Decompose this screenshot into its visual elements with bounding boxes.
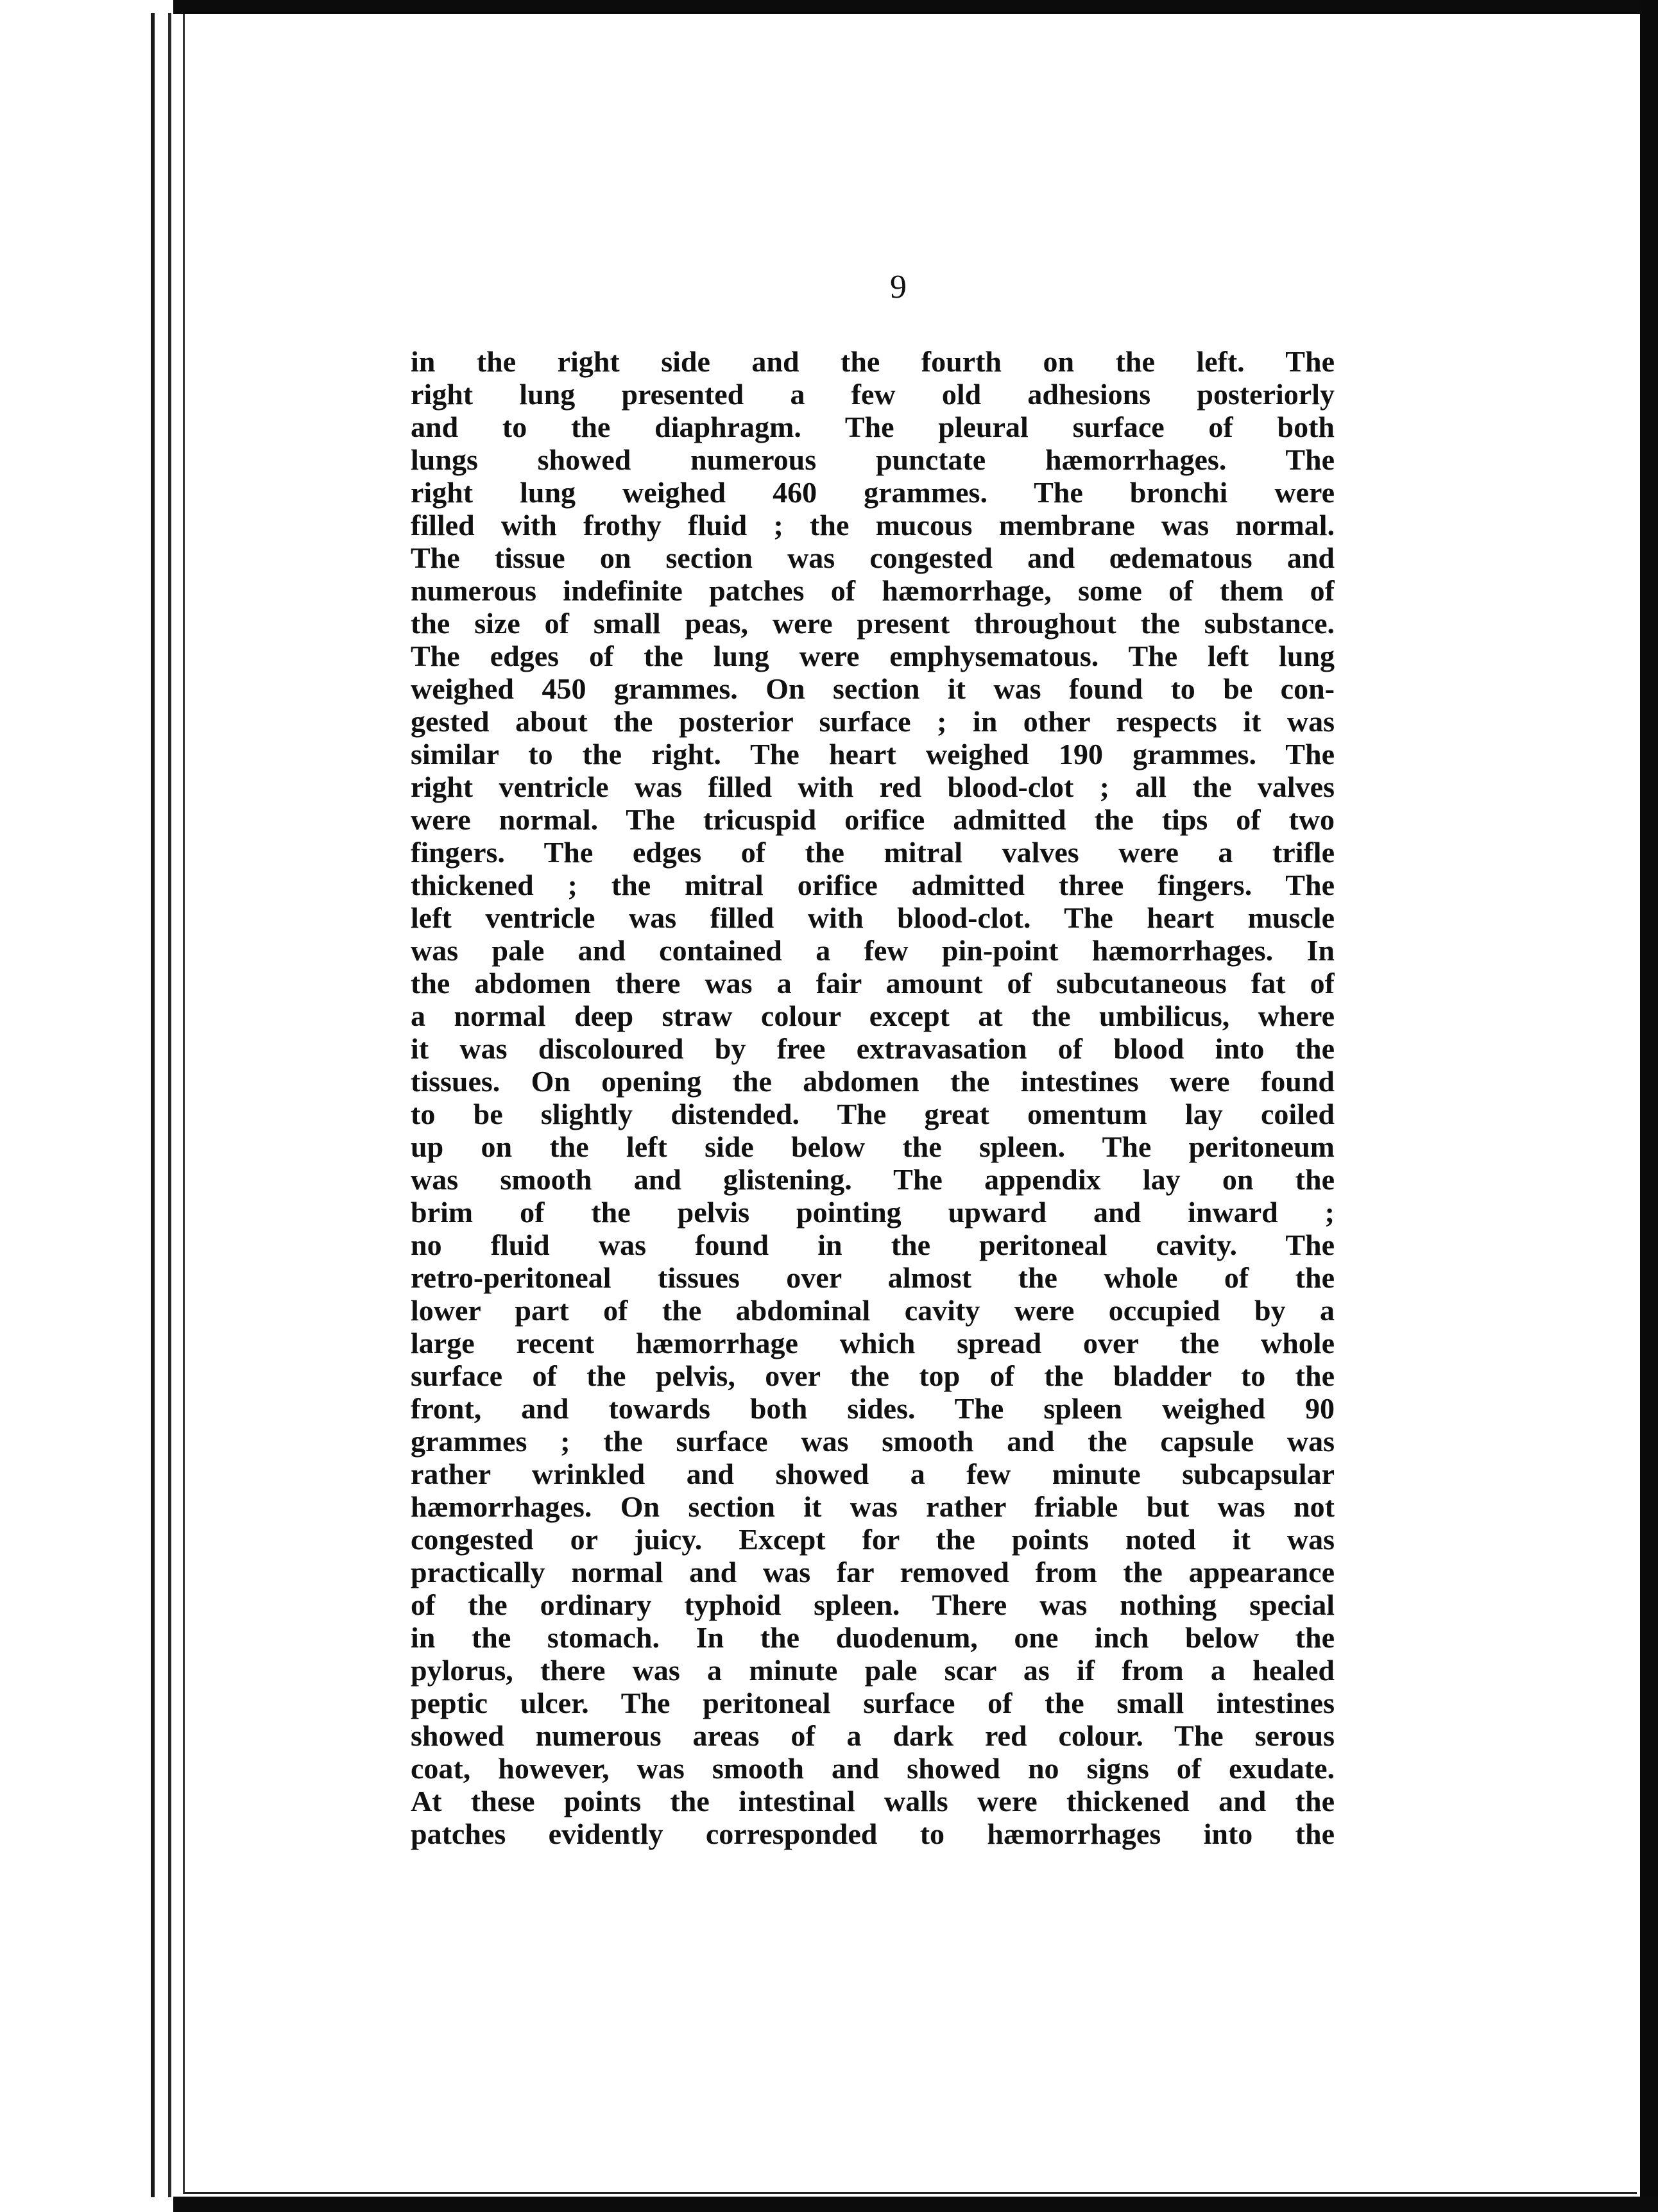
- text-line: thickened ; the mitral orifice admitted three fingers. The: [411, 869, 1335, 901]
- text-line: coat, however, was smooth and showed no signs of exudate.: [411, 1752, 1335, 1785]
- text-line: numerous indefinite patches of hæmorrhage, some of them of: [411, 574, 1335, 607]
- text-line: the size of small peas, were present throughout the substance.: [411, 607, 1335, 640]
- text-line: lungs showed numerous punctate hæmorrhages. The: [411, 443, 1335, 476]
- text-line: grammes ; the surface was smooth and the capsule was: [411, 1425, 1335, 1458]
- scan-edge-bottom: [0, 2197, 1658, 2212]
- text-line: pylorus, there was a minute pale scar as if from a healed: [411, 1654, 1335, 1687]
- text-line: was pale and contained a few pin-point hæmorrhages. In: [411, 934, 1335, 967]
- text-line: similar to the right. The heart weighed 190 grammes. The: [411, 738, 1335, 770]
- text-line: lower part of the abdominal cavity were occupied by a: [411, 1294, 1335, 1327]
- scan-edge-top: [0, 0, 1658, 14]
- text-line: in the stomach. In the duodenum, one inch below the: [411, 1621, 1335, 1654]
- text-line: congested or juicy. Except for the points noted it was: [411, 1523, 1335, 1556]
- text-line: left ventricle was filled with blood-clot. The heart muscle: [411, 901, 1335, 934]
- binding-edge-line: [151, 13, 155, 2197]
- text-line: and to the diaphragm. The pleural surface of both: [411, 411, 1335, 443]
- text-line: showed numerous areas of a dark red colour. The serous: [411, 1719, 1335, 1752]
- text-line: to be slightly distended. The great omentum lay coiled: [411, 1098, 1335, 1130]
- scan-edge-right: [1640, 0, 1658, 2212]
- binding-edge-line: [168, 13, 171, 2197]
- book-binding: [0, 0, 173, 2212]
- text-line: was smooth and glistening. The appendix lay on the: [411, 1163, 1335, 1196]
- text-line: the abdomen there was a fair amount of subcutaneous fat of: [411, 967, 1335, 1000]
- text-line: rather wrinkled and showed a few minute subcapsular: [411, 1458, 1335, 1490]
- text-line: brim of the pelvis pointing upward and inward ;: [411, 1196, 1335, 1229]
- text-line: weighed 450 grammes. On section it was found to be con-: [411, 672, 1335, 705]
- text-line: up on the left side below the spleen. The peritoneum: [411, 1130, 1335, 1163]
- text-line: gested about the posterior surface ; in other respects it was: [411, 705, 1335, 738]
- text-line: At these points the intestinal walls were thickened and the: [411, 1785, 1335, 1817]
- text-line: front, and towards both sides. The spleen weighed 90: [411, 1392, 1335, 1425]
- page-number: 9: [890, 269, 907, 305]
- text-line: The tissue on section was congested and œdematous and: [411, 541, 1335, 574]
- text-line: surface of the pelvis, over the top of the bladder to the: [411, 1359, 1335, 1392]
- text-line: a normal deep straw colour except at the umbilicus, where: [411, 1000, 1335, 1032]
- text-line: practically normal and was far removed from the appearance: [411, 1556, 1335, 1588]
- text-line: it was discoloured by free extravasation of blood into the: [411, 1032, 1335, 1065]
- text-line: patches evidently corresponded to hæmorrhages into the: [411, 1817, 1335, 1850]
- text-line: fingers. The edges of the mitral valves were a trifle: [411, 836, 1335, 869]
- text-line: of the ordinary typhoid spleen. There was nothing special: [411, 1588, 1335, 1621]
- text-line: large recent hæmorrhage which spread over the whole: [411, 1327, 1335, 1359]
- text-line: were normal. The tricuspid orifice admitted the tips of two: [411, 803, 1335, 836]
- text-line: hæmorrhages. On section it was rather friable but was not: [411, 1490, 1335, 1523]
- text-line: right ventricle was filled with red blood-clot ; all the valves: [411, 770, 1335, 803]
- text-line: tissues. On opening the abdomen the intestines were found: [411, 1065, 1335, 1098]
- text-line: retro-peritoneal tissues over almost the whole of the: [411, 1261, 1335, 1294]
- body-text: [411, 345, 1335, 1850]
- text-line: filled with frothy fluid ; the mucous membrane was normal.: [411, 509, 1335, 541]
- text-line: right lung presented a few old adhesions posteriorly: [411, 378, 1335, 411]
- text-line: no fluid was found in the peritoneal cavity. The: [411, 1229, 1335, 1261]
- text-line: in the right side and the fourth on the left. The: [411, 345, 1335, 378]
- text-line: peptic ulcer. The peritoneal surface of the small intestines: [411, 1687, 1335, 1719]
- text-line: The edges of the lung were emphysematous. The left lung: [411, 640, 1335, 672]
- text-line: right lung weighed 460 grammes. The bronchi were: [411, 476, 1335, 509]
